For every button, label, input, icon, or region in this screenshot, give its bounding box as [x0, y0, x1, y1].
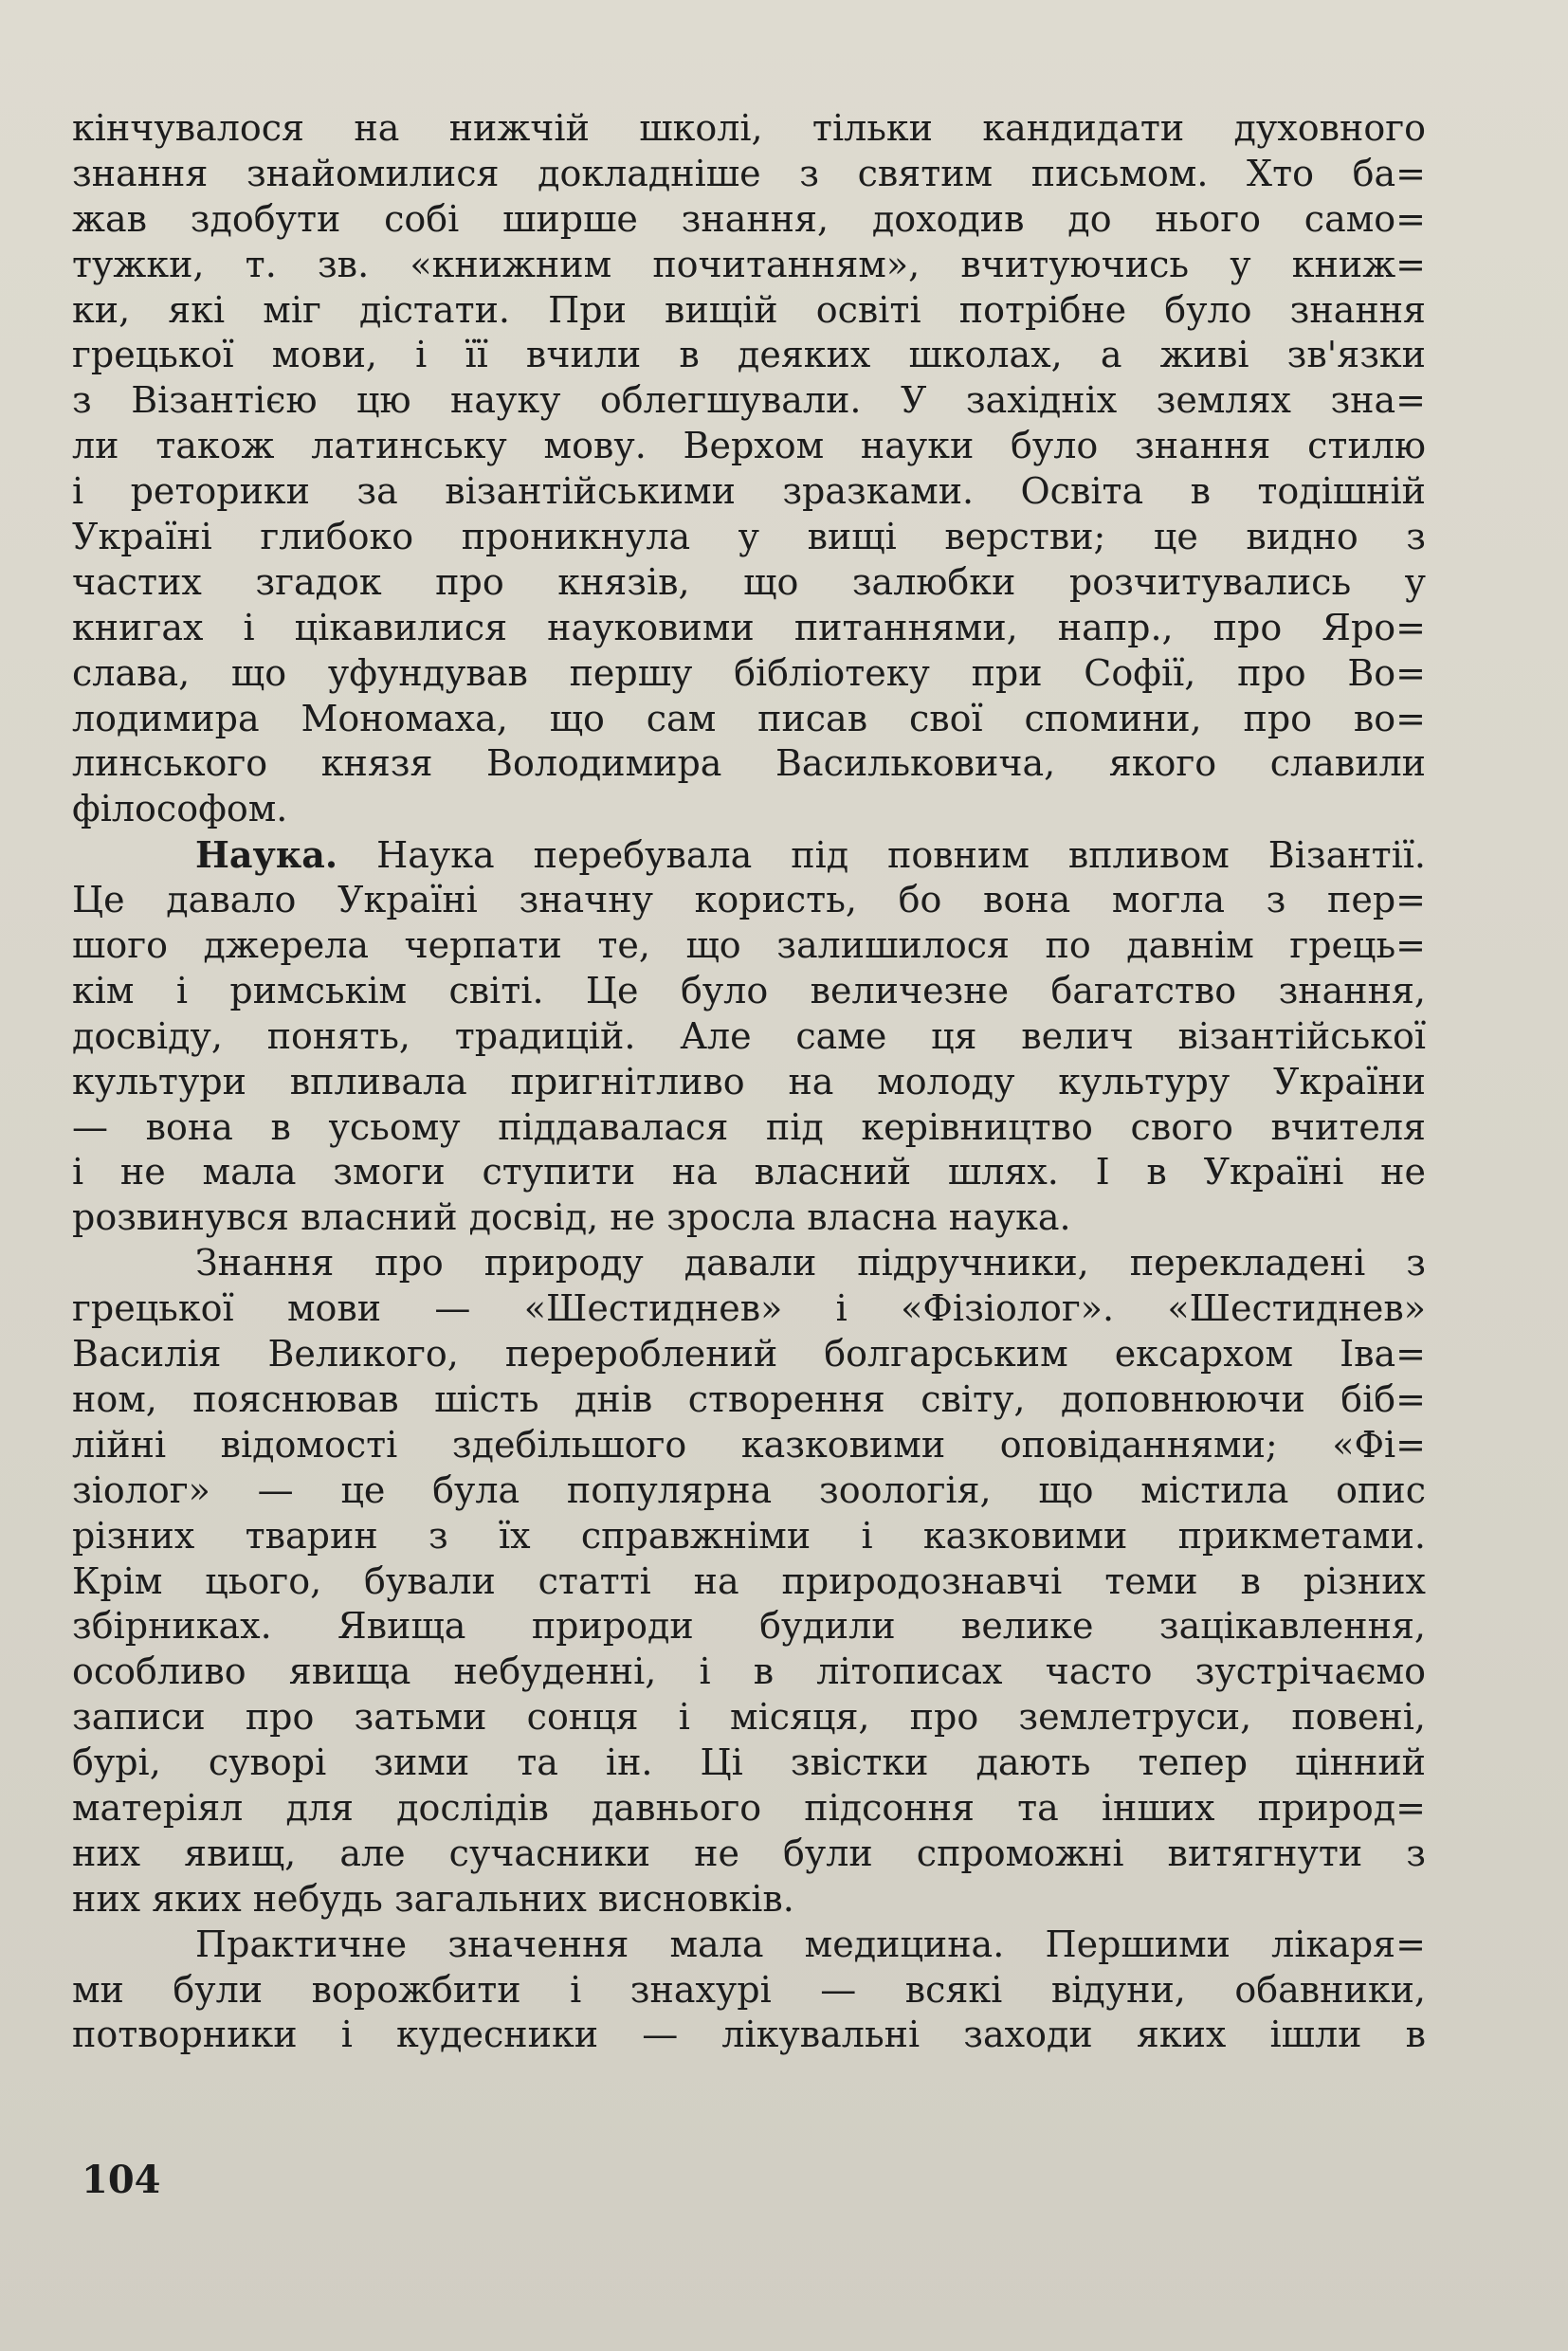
text-line: них яких небудь загальних висновків. — [72, 1877, 794, 1920]
text-line: Василія Великого, перероблений болгарським ексархом Іва= — [72, 1333, 1426, 1376]
text-line: книгах і цікавилися науковими питаннями, напр., про Яро= — [72, 606, 1426, 648]
body-text — [72, 106, 1426, 2058]
text-line: збірниках. Явища природи будили велике зацікавлення, — [72, 1605, 1426, 1648]
text-line: філософом. — [72, 788, 288, 830]
text-line: розвинувся власний досвід, не зросла власна наука. — [72, 1196, 1071, 1239]
text-line: особливо явища небуденні, і в літописах часто зустрічаємо — [72, 1650, 1426, 1693]
text-line: частих згадок про князів, що залюбки розчитувались у — [72, 560, 1426, 603]
text-line — [72, 832, 1426, 878]
text-line: Крім цього, бували статті на природознавчі теми в різних — [72, 1559, 1426, 1602]
text-line: шого джерела черпати те, що залишилося по давнім грець= — [72, 924, 1426, 967]
text-line: ми були ворожбити і знахурі — всякі відуни, обавники, — [72, 1968, 1426, 2011]
text-line: Україні глибоко проникнула у вищі верстви; це видно з — [72, 516, 1426, 558]
text-line: записи про затьми сонця і місяця, про землетруси, повені, — [72, 1696, 1426, 1739]
paragraph-nature-knowledge — [72, 1241, 1426, 1922]
text-line: знання знайомилися докладніше з святим письмом. Хто ба= — [72, 152, 1426, 194]
section-heading: Наука. — [195, 833, 338, 877]
paragraph-science — [72, 832, 1426, 1241]
text-line: Це давало Україні значну користь, бо вона могла з пер= — [72, 879, 1426, 921]
text-line: лійні відомості здебільшого казковими оповіданнями; «Фі= — [72, 1423, 1426, 1466]
text-line: Практичне значення мала медицина. Першими лікаря= — [195, 1923, 1426, 1965]
text-line: матеріял для дослідів давнього підсоння та інших природ= — [72, 1786, 1426, 1829]
paragraph-medicine — [72, 1923, 1426, 2059]
text-line: ки, які міг дістати. При вищій освіті потрібне було знання — [72, 288, 1426, 331]
text-line: потворники і кудесники — лікувальні заходи яких ішли в — [72, 2014, 1426, 2056]
text-line: кінчувалося на нижчій школі, тільки кандидати духовного — [72, 107, 1426, 149]
text-line: ли також латинську мову. Верхом науки було знання стилю — [72, 425, 1426, 467]
text-line: кім і римськім світі. Це було величезне багатство знання, — [72, 969, 1426, 1011]
text-line: — вона в усьому піддавалася під керівництво свого вчителя — [72, 1105, 1426, 1148]
text-line: і реторики за візантійськими зразками. Освіта в тодішній — [72, 470, 1426, 513]
text-line: жав здобути собі ширше знання, доходив до нього само= — [72, 197, 1426, 240]
text-line: грецької мови, і її вчили в деяких школах, а живі зв'язки — [72, 334, 1426, 376]
text-line: бурі, суворі зими та ін. Ці звістки дають тепер цінний — [72, 1741, 1426, 1784]
text-line: і не мала змоги ступити на власний шлях. І в Україні не — [72, 1151, 1426, 1194]
text-line: зіолог» — це була популярна зоологія, що містила опис — [72, 1468, 1426, 1511]
text-line: культури впливала пригнітливо на молоду культуру України — [72, 1060, 1426, 1103]
page-number: 104 — [82, 2158, 161, 2202]
text-line: слава, що уфундував першу бібліотеку при Софії, про Во= — [72, 651, 1426, 694]
paragraph-education — [72, 106, 1426, 832]
text-line: різних тварин з їх справжніми і казковими прикметами. — [72, 1514, 1426, 1557]
text-line: ном, пояснював шість днів створення світу, доповнюючи біб= — [72, 1377, 1426, 1420]
text-line: Знання про природу давали підручники, перекладені з — [195, 1242, 1426, 1285]
text-line: з Візантією цю науку облегшували. У західніх землях зна= — [72, 379, 1426, 422]
text-line: грецької мови — «Шестиднев» і «Фізіолог». «Шестиднев» — [72, 1287, 1426, 1330]
text-line: досвіду, понять, традицій. Але саме ця велич візантійської — [72, 1014, 1426, 1057]
text-line-content: Наука перебувала під повним впливом Візантії. — [376, 834, 1426, 877]
text-line: линського князя Володимира Васильковича, якого славили — [72, 742, 1426, 785]
text-line: лодимира Мономаха, що сам писав свої спомини, про во= — [72, 697, 1426, 739]
text-line: них явищ, але сучасники не були спроможні витягнути з — [72, 1832, 1426, 1874]
text-line: тужки, т. зв. «книжним почитанням», вчитуючись у книж= — [72, 243, 1426, 285]
